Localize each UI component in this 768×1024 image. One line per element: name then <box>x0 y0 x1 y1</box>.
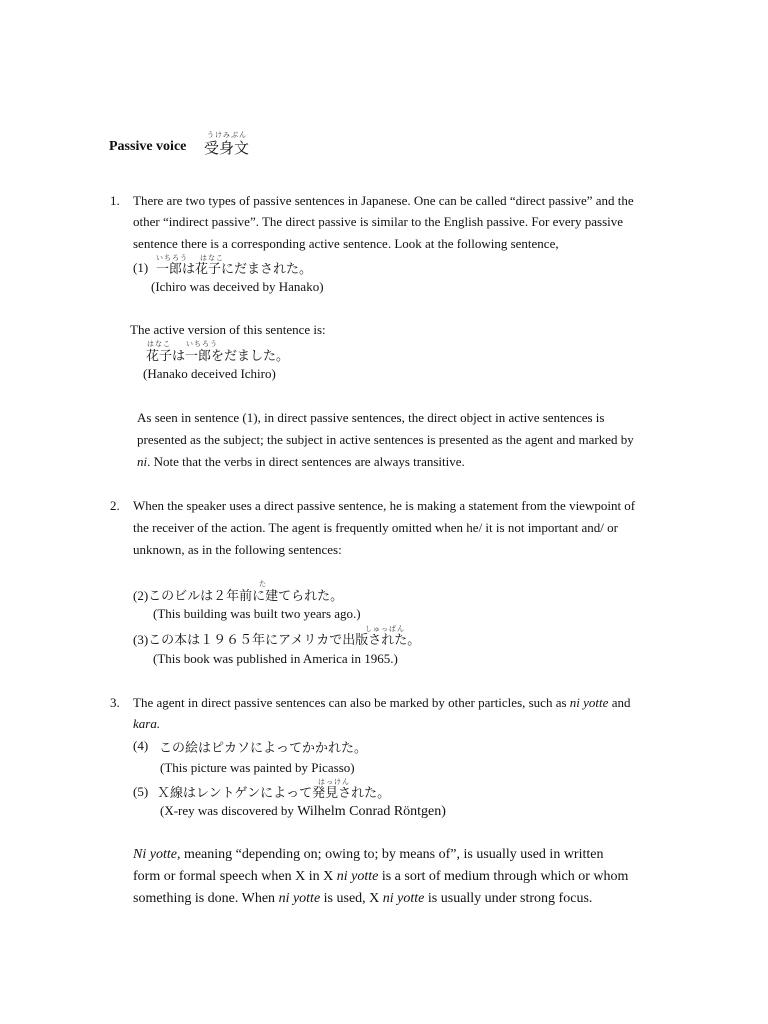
term-ni-yotte: ni yotte <box>569 695 609 710</box>
example-5-furigana: はっけん <box>318 778 350 786</box>
section-1-paragraph-line-2: presented as the subject; the subject in active sentences is presented as the agent and marked by <box>137 432 634 447</box>
term-ni-yotte-3: ni yotte <box>278 891 321 906</box>
example-5-japanese: Ｘ線はレントゲンによって発見された。 <box>157 785 391 800</box>
example-5-label: (5) <box>133 784 149 799</box>
example-1-label: (1) <box>133 260 149 275</box>
page-title: Passive voice <box>109 139 187 154</box>
section-2-number: 2. <box>110 498 120 513</box>
example-1-japanese: 一郎は花子にだまされた。 <box>156 261 313 276</box>
example-5-english-text: (X-rey was discovered by <box>160 803 298 818</box>
example-5-english-name: Wilhelm Conrad Röntgen) <box>297 804 446 819</box>
section-3-paragraph-line-2 <box>133 869 658 885</box>
page-title-japanese: 受身文 <box>204 141 250 157</box>
section-1-number: 1. <box>110 193 120 208</box>
section-1-line-1: There are two types of passive sentences in Japanese. One can be called “direct passive” and the <box>133 193 634 208</box>
section-3-line-1-end: and <box>608 695 631 710</box>
example-3-furigana: しゅっぱん <box>365 625 405 633</box>
active-english: (Hanako deceived Ichiro) <box>143 366 276 381</box>
example-2-english: (This building was built two years ago.) <box>153 606 361 621</box>
section-3-line-1-text: The agent in direct passive sentences can also be marked by other particles, such as <box>133 695 570 710</box>
section-3-paragraph-line-2-b: is a sort of medium through which or whom <box>378 869 629 884</box>
section-3-paragraph-line-3-b: is used, X <box>320 891 383 906</box>
active-version-intro: The active version of this sentence is: <box>130 322 326 337</box>
example-2-japanese: (2)このビルは２年前に建てられた。 <box>133 588 344 603</box>
example-3-japanese: (3)この本は１９６５年にアメリカで出版された。 <box>133 632 421 647</box>
section-3-paragraph-line-1 <box>133 847 658 863</box>
section-3-paragraph-line-3-c: is usually under strong focus. <box>424 891 593 906</box>
term-ni: ni <box>137 454 148 469</box>
section-3-number: 3. <box>110 695 120 710</box>
term-kara: kara. <box>133 716 161 731</box>
term-ni-yotte-heading: Ni yotte <box>133 847 177 862</box>
section-1-line-2: other “indirect passive”. The direct passive is similar to the English passive. For every passive <box>133 214 624 229</box>
example-5-english <box>160 803 446 820</box>
section-2-line-3: unknown, as in the following sentences: <box>133 542 342 557</box>
example-1-furigana-b: はなこ <box>200 254 224 262</box>
section-3-paragraph-line-2-a: form or formal speech when X in X <box>133 869 337 884</box>
active-japanese: 花子は一郎をだました。 <box>146 348 290 363</box>
term-ni-yotte-4: ni yotte <box>382 891 425 906</box>
title-furigana: うけみぶん <box>207 131 247 139</box>
active-furigana-b: いちろう <box>186 340 218 348</box>
example-4-english: (This picture was painted by Picasso) <box>160 760 355 775</box>
term-ni-yotte-2: ni yotte <box>336 869 379 884</box>
section-1-paragraph-line-3-text: . Note that the verbs in direct sentences are always transitive. <box>147 454 465 469</box>
example-2-furigana: た <box>259 580 267 588</box>
section-1-paragraph-line-3 <box>137 454 465 470</box>
example-3-english: (This book was published in America in 1965.) <box>153 651 398 666</box>
section-3-paragraph-line-3 <box>133 891 658 907</box>
section-3-paragraph-line-1-text: , meaning “depending on; owing to; by means of”, is usually used in written <box>176 847 604 862</box>
example-1-english: (Ichiro was deceived by Hanako) <box>151 279 324 294</box>
section-3-line-1 <box>133 695 658 711</box>
active-furigana-a: はなこ <box>147 340 171 348</box>
section-3-paragraph-line-3-a: something is done. When <box>133 891 279 906</box>
example-4-japanese: この絵はピカソによってかかれた。 <box>159 740 368 755</box>
example-4-label: (4) <box>133 738 149 753</box>
section-1-paragraph-line-1: As seen in sentence (1), in direct passive sentences, the direct object in active sentences is <box>137 410 605 425</box>
section-2-line-1: When the speaker uses a direct passive sentence, he is making a statement from the viewpoint of <box>133 498 636 513</box>
section-1-line-3: sentence there is a corresponding active sentence. Look at the following sentence, <box>133 236 559 251</box>
section-3-line-2 <box>133 716 160 732</box>
example-1-furigana-a: いちろう <box>156 254 188 262</box>
section-2-line-2: the receiver of the action. The agent is frequently omitted when he/ it is not important and/ or <box>133 520 618 535</box>
